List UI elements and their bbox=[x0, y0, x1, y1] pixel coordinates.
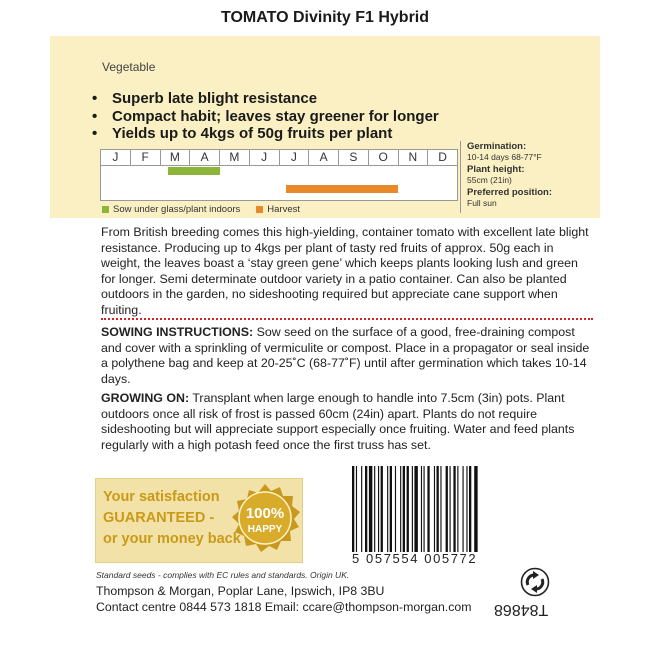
legend-sow: Sow under glass/plant indoors bbox=[102, 204, 240, 215]
calendar-legend bbox=[102, 204, 300, 215]
address-line: Thompson & Morgan, Poplar Lane, Ipswich, IP8 3BU bbox=[96, 584, 385, 598]
feature-item: • Yields up to 4kgs of 50g fruits per plant bbox=[92, 125, 439, 143]
feature-item: • Compact habit; leaves stay greener for longer bbox=[92, 108, 439, 126]
info-panel bbox=[50, 36, 600, 218]
guarantee-text: Your satisfaction GUARANTEED - or your money back bbox=[103, 489, 241, 547]
barcode bbox=[352, 466, 510, 552]
month-label: A bbox=[308, 150, 338, 165]
product-code: T84868 bbox=[494, 601, 549, 618]
barcode-bar bbox=[421, 466, 422, 552]
sowing-heading: SOWING INSTRUCTIONS: bbox=[101, 325, 254, 339]
barcode-bar bbox=[463, 466, 464, 552]
feature-list bbox=[92, 90, 439, 143]
barcode-number: 5 057554 005772 bbox=[352, 551, 478, 566]
barcode-bar bbox=[407, 466, 409, 552]
barcode-bar bbox=[387, 466, 388, 552]
barcode-bar bbox=[437, 466, 439, 552]
barcode-bar bbox=[390, 466, 392, 552]
barcode-bar bbox=[369, 466, 372, 552]
month-label: F bbox=[130, 150, 160, 165]
sowing-instructions bbox=[101, 325, 593, 387]
product-description: From British breeding comes this high-yielding, container tomato with excellent late blight resistance. Producing up to 4kgs per plant of tasty red fruits of approx. 50g each in weight, the leaves boast a ‘stay green gene’ which keeps plants looking lush and green for longer. Semi determinate outdoor variety in a patio container. Can also be planted outdoors in the garden, no sideshooting required but appreciate cane support when fruiting. bbox=[101, 225, 589, 317]
barcode-bar bbox=[440, 466, 441, 552]
growing-on bbox=[101, 391, 593, 453]
barcode-bar bbox=[466, 466, 467, 552]
recycle-icon bbox=[520, 567, 550, 597]
month-label: J bbox=[249, 150, 279, 165]
germination-value: 10-14 days 68-77°F bbox=[467, 152, 542, 162]
calendar-months bbox=[101, 150, 457, 166]
growing-heading: GROWING ON: bbox=[101, 391, 190, 405]
barcode-bar bbox=[356, 466, 357, 552]
feature-item: • Superb late blight resistance bbox=[92, 90, 439, 108]
month-label: J bbox=[112, 150, 119, 164]
month-label: M bbox=[160, 150, 190, 165]
sowing-text: Sow seed on the surface of a good, free-draining compost and cover with a sprinkling of vermiculite or compost. Place in a propagator or seal inside a polythene bag and keep at 20-25˚C (68-77˚F) until after germination which takes 10-14 days. bbox=[101, 325, 590, 386]
growing-info bbox=[460, 141, 605, 213]
category-label: Vegetable bbox=[102, 60, 156, 74]
legend-harvest: Harvest bbox=[256, 204, 300, 215]
position-label: Preferred position: bbox=[467, 187, 552, 198]
barcode-bar bbox=[414, 466, 417, 552]
barcode-bar bbox=[424, 466, 425, 552]
barcode-bar bbox=[453, 466, 455, 552]
badge-percent: 100% bbox=[245, 505, 285, 522]
harvest-period-bar bbox=[286, 185, 397, 193]
sowing-calendar bbox=[100, 149, 458, 201]
badge-happy: HAPPY bbox=[247, 524, 283, 535]
barcode-bar bbox=[395, 466, 396, 552]
standard-seeds-note: Standard seeds - complies with EC rules and standards. Origin UK. bbox=[96, 570, 350, 580]
month-label: S bbox=[338, 150, 368, 165]
barcode-bar bbox=[365, 466, 367, 552]
company-address bbox=[96, 583, 471, 615]
contact-line: Contact centre 0844 573 1818 Email: ccare@thompson-morgan.com bbox=[96, 600, 472, 614]
barcode-bar bbox=[352, 466, 354, 552]
barcode-bar bbox=[381, 466, 383, 552]
month-label: M bbox=[219, 150, 249, 165]
barcode-bar bbox=[469, 466, 471, 552]
position-value: Full sun bbox=[467, 198, 497, 208]
barcode-bar bbox=[427, 466, 429, 552]
barcode-bar bbox=[434, 466, 435, 552]
month-label: J bbox=[279, 150, 309, 165]
plant-height-label: Plant height: bbox=[467, 164, 525, 175]
product-title: TOMATO Divinity F1 Hybrid bbox=[220, 9, 430, 26]
dotted-divider bbox=[101, 318, 593, 320]
barcode-bar bbox=[446, 466, 448, 552]
barcode-bar bbox=[403, 466, 405, 552]
guarantee-box bbox=[95, 478, 303, 563]
germination-label: Germination: bbox=[467, 141, 527, 152]
barcode-bar bbox=[450, 466, 451, 552]
month-label: N bbox=[398, 150, 428, 165]
barcode-bar bbox=[374, 466, 375, 552]
month-label: D bbox=[427, 150, 457, 165]
sow-period-bar bbox=[168, 167, 220, 175]
happy-badge-icon bbox=[229, 482, 301, 554]
growing-text: Transplant when large enough to handle into 7.5cm (3in) pots. Plant outdoors once all risk of frost is passed 60cm (24in) apart. Plants do not require sideshooting but will appreciate support especially once fruiting. Water and feed plants regularly with a high potash feed once the first truss has set. bbox=[101, 391, 575, 452]
barcode-bar bbox=[400, 466, 401, 552]
barcode-bar bbox=[474, 466, 477, 552]
month-label: O bbox=[368, 150, 398, 165]
barcode-bar bbox=[412, 466, 413, 552]
barcode-bar bbox=[361, 466, 362, 552]
barcode-bar bbox=[378, 466, 379, 552]
barcode-bar bbox=[457, 466, 458, 552]
plant-height-value: 55cm (21in) bbox=[467, 175, 512, 185]
month-label: A bbox=[189, 150, 219, 165]
